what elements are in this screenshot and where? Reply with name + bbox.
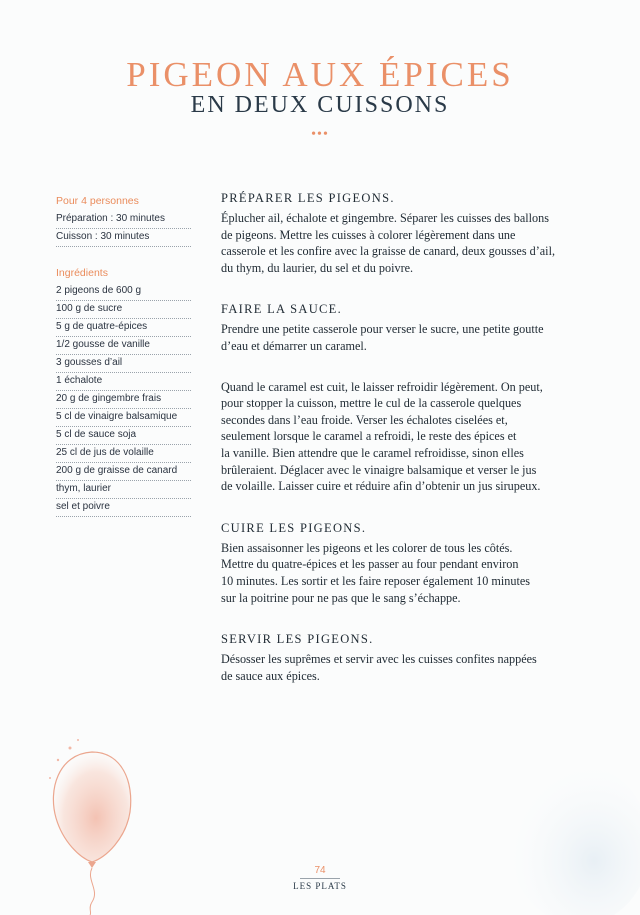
ingredient-item: 25 cl de jus de volaille bbox=[56, 445, 191, 463]
ingredient-item: 3 gousses d’ail bbox=[56, 355, 191, 373]
ingredient-item: 100 g de sucre bbox=[56, 301, 191, 319]
text-line: sur la poitrine pour ne pas que le sang s’échappe. bbox=[221, 590, 461, 605]
text-line: d’eau et démarrer un caramel. bbox=[221, 338, 367, 353]
ingredient-item: thym, laurier bbox=[56, 481, 191, 499]
text-line: du thym, du laurier, du sel et du poivre. bbox=[221, 260, 414, 275]
cook-time: Cuisson : 30 minutes bbox=[56, 229, 191, 247]
ingredient-item: 1 échalote bbox=[56, 373, 191, 391]
section-paragraph bbox=[221, 379, 591, 495]
recipe-title: PIGEON AUX ÉPICES bbox=[126, 55, 514, 94]
footer-divider bbox=[300, 878, 340, 879]
ingredient-item: 5 cl de vinaigre balsamique bbox=[56, 409, 191, 427]
text-line: 10 minutes. Les sortir et les faire reposer également 10 minutes bbox=[221, 573, 530, 588]
section-paragraph bbox=[221, 321, 591, 354]
title-ornament: ••• bbox=[311, 127, 329, 142]
servings-heading: Pour 4 personnes bbox=[56, 195, 139, 207]
text-line: Mettre du quatre-épices et les passer au four pendant environ bbox=[221, 557, 519, 572]
page-number: 74 bbox=[314, 865, 326, 876]
section-title-prepare: PRÉPARER LES PIGEONS. bbox=[221, 191, 395, 205]
ingredient-item: 5 cl de sauce soja bbox=[56, 427, 191, 445]
section-title-serve: SERVIR LES PIGEONS. bbox=[221, 632, 374, 647]
chapter-label: LES PLATS bbox=[293, 881, 347, 891]
text-line: secondes dans l’eau froide. Verser les échalotes ciselées et, bbox=[221, 412, 508, 427]
ingredient-item: 20 g de gingembre frais bbox=[56, 391, 191, 409]
ingredient-item: 2 pigeons de 600 g bbox=[56, 283, 191, 301]
section-paragraph bbox=[221, 651, 591, 684]
section-title-sauce: FAIRE LA SAUCE. bbox=[221, 302, 343, 317]
section-paragraph bbox=[221, 210, 591, 276]
text-line: de volaille. Laisser cuire et réduire afin d’obtenir un jus sirupeux. bbox=[221, 479, 541, 494]
text-line: Bien assaisonner les pigeons et les colorer de tous les côtés. bbox=[221, 540, 513, 555]
ingredient-item: 5 g de quatre-épices bbox=[56, 319, 191, 337]
text-line: pour stopper la cuisson, mettre le cul de la casserole quelques bbox=[221, 396, 522, 411]
prep-time: Préparation : 30 minutes bbox=[56, 211, 191, 229]
text-line: Prendre une petite casserole pour verser le sucre, une petite goutte bbox=[221, 322, 544, 337]
text-line: casserole et les confire avec la graisse de canard, deux gousses d’ail, bbox=[221, 244, 555, 259]
text-line: de pigeons. Mettre les cuisses à colorer légèrement dans une bbox=[221, 227, 516, 242]
text-line: Éplucher ail, échalote et gingembre. Séparer les cuisses des ballons bbox=[221, 211, 549, 225]
recipe-sidebar bbox=[56, 195, 191, 517]
text-line: seulement lorsque le caramel a refroidi, le reste des épices et bbox=[221, 429, 517, 444]
recipe-steps bbox=[221, 191, 591, 684]
text-line: de sauce aux épices. bbox=[221, 668, 320, 683]
recipe-subtitle: EN DEUX CUISSONS bbox=[190, 92, 450, 118]
ingredients-heading: Ingrédients bbox=[56, 267, 108, 279]
section-title-cook: CUIRE LES PIGEONS. bbox=[221, 520, 367, 535]
ingredient-item: 1/2 gousse de vanille bbox=[56, 337, 191, 355]
section-paragraph bbox=[221, 540, 591, 606]
ingredient-item: 200 g de graisse de canard bbox=[56, 463, 191, 481]
ingredient-item: sel et poivre bbox=[56, 499, 191, 517]
text-line: brûleraient. Déglacer avec le vinaigre balsamique et verser le jus bbox=[221, 462, 537, 477]
text-line: Quand le caramel est cuit, le laisser refroidir légèrement. On peut, bbox=[221, 379, 543, 394]
text-line: Désosser les suprêmes et servir avec les cuisses confites nappées bbox=[221, 652, 537, 667]
text-line: la vanille. Bien attendre que le caramel refroidisse, sinon elles bbox=[221, 445, 524, 460]
